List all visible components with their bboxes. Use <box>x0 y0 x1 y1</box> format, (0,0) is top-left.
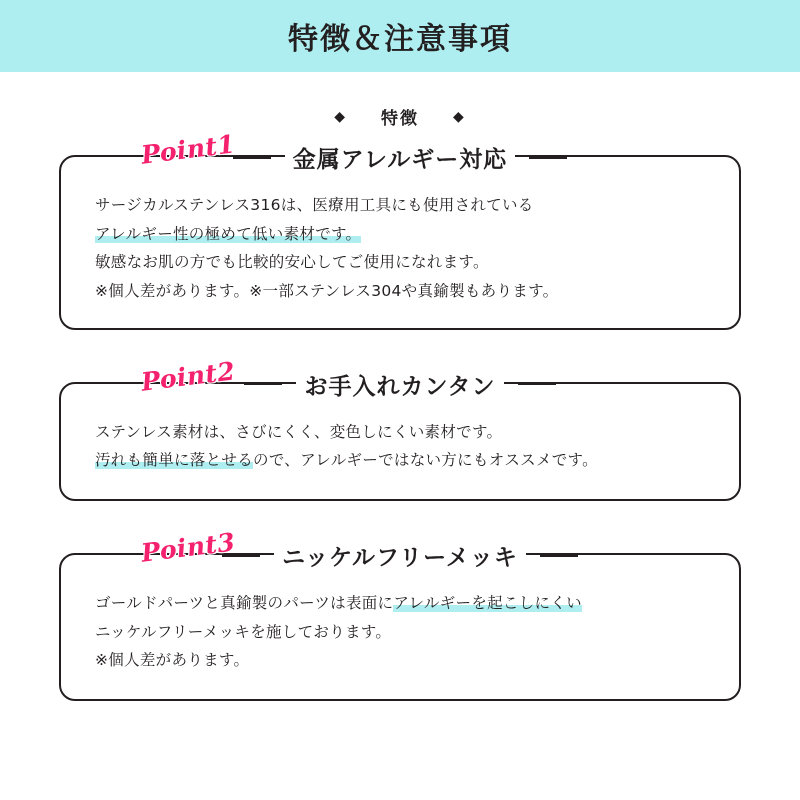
body-line <box>95 589 713 618</box>
point-block <box>59 527 741 701</box>
body-line <box>95 220 713 249</box>
title-rule-left <box>244 383 282 385</box>
page-title: 特徴＆注意事項 <box>288 22 512 57</box>
diamond-left-icon: ◆ <box>334 108 347 125</box>
point-badge: Point3 <box>139 527 237 568</box>
body-text-highlighted: 汚れも簡単に落とせる <box>95 451 254 470</box>
body-text: ゴールドパーツと真鍮製のパーツは表面に <box>95 594 394 613</box>
title-rule-right <box>529 157 567 159</box>
point-block <box>59 129 741 330</box>
section-heading <box>0 104 800 129</box>
body-text-highlighted: アレルギーを起こしにくい <box>393 594 582 613</box>
body-line <box>95 191 713 220</box>
body-text: ニッケルフリーメッキを施しております。 <box>95 622 392 641</box>
body-line <box>95 277 713 306</box>
body-text-highlighted: アレルギー性の極めて低い素材です。 <box>95 224 362 243</box>
point-title: ニッケルフリーメッキ <box>274 539 526 572</box>
point-title: 金属アレルギー対応 <box>285 141 516 174</box>
body-text: 敏感なお肌の方でも比較的安心してご使用になれます。 <box>95 253 489 272</box>
diamond-right-icon: ◆ <box>453 108 466 125</box>
body-text: ので、アレルギーではない方にもオススメです。 <box>253 451 598 470</box>
title-rule-left <box>233 157 271 159</box>
body-line <box>95 618 713 647</box>
body-text: サージカルステンレス316は、医療用工具にも使用されている <box>95 196 534 214</box>
point-badge: Point1 <box>139 129 237 170</box>
points-list <box>0 129 800 701</box>
title-rule-right <box>518 383 556 385</box>
body-line <box>95 418 713 447</box>
point-title: お手入れカンタン <box>296 368 503 401</box>
body-line <box>95 646 713 675</box>
point-body <box>87 191 713 306</box>
point-badge: Point2 <box>139 356 237 397</box>
section-label: 特徴 <box>381 109 419 129</box>
title-rule-right <box>540 555 578 557</box>
body-line <box>95 446 713 475</box>
point-body <box>87 589 713 675</box>
point-body <box>87 418 713 475</box>
body-text: ステンレス素材は、さびにくく、変色しにくい素材です。 <box>95 422 503 441</box>
page-header <box>0 0 800 72</box>
body-text: ※個人差があります。 <box>95 651 250 670</box>
point-block <box>59 356 741 501</box>
body-text: ※個人差があります。※一部ステンレス304や真鍮製もあります。 <box>95 282 559 301</box>
body-line <box>95 248 713 277</box>
